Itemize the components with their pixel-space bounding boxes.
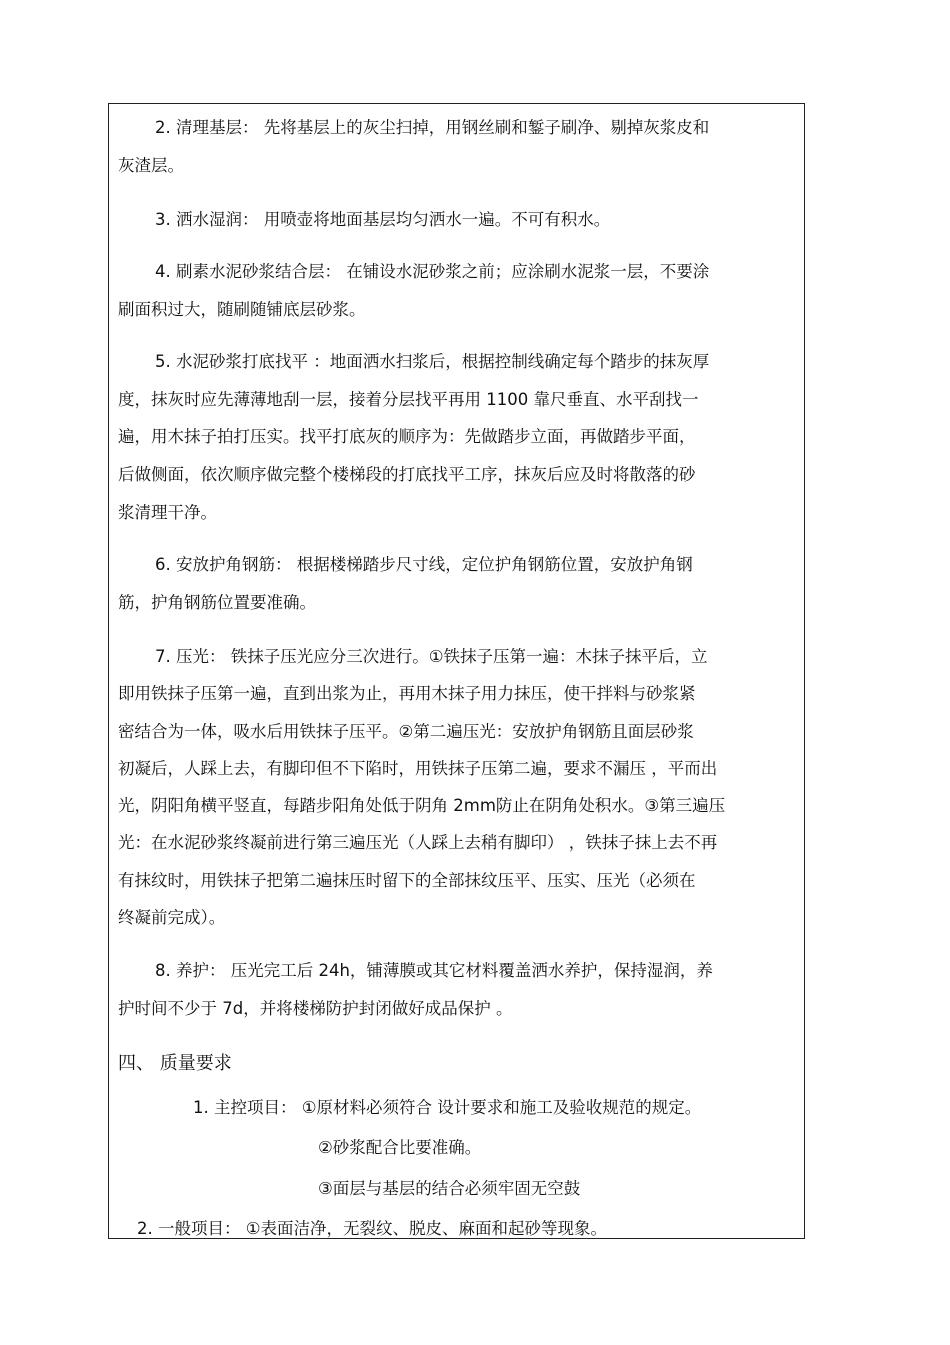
text-line: 6. 安放护角钢筋： 根据楼梯踏步尺寸线，定位护角钢筋位置，安放护角钢 (155, 555, 693, 574)
text-line: 浆清理干净。 (118, 503, 217, 522)
text-line: 3. 洒水湿润： 用喷壶将地面基层均匀洒水一遍。不可有积水。 (155, 210, 611, 229)
general-item-line: 2. 一般项目： ①表面洁净，无裂纹、脱皮、麻面和起砂等现象。 (137, 1219, 608, 1238)
text-line: 灰渣层。 (118, 156, 184, 175)
text-line: 度，抹灰时应先薄薄地刮一层，接着分层找平再用 1100 靠尺垂直、水平刮找一 (118, 390, 699, 409)
text-line: 刷面积过大，随刷随铺底层砂浆。 (118, 300, 366, 319)
text-line: 护时间不少于 7d，并将楼梯防护封闭做好成品保护 。 (118, 999, 513, 1018)
text-line: 筋，护角钢筋位置要准确。 (118, 593, 316, 612)
text-line: 有抹纹时，用铁抹子把第二遍抹压时留下的全部抹纹压平、压实、压光（必须在 (118, 871, 696, 890)
text-line: 后做侧面，依次顺序做完整个楼梯段的打底找平工序，抹灰后应及时将散落的砂 (118, 465, 696, 484)
text-line: 初凝后，人踩上去，有脚印但不下陷时，用铁抹子压第二遍，要求不漏压 ，平而出 (118, 759, 718, 778)
text-line: 4. 刷素水泥砂浆结合层： 在铺设水泥砂浆之前；应涂刷水泥浆一层，不要涂 (155, 262, 710, 281)
text-line: 8. 养护： 压光完工后 24h，铺薄膜或其它材料覆盖洒水养护，保持湿润，养 (155, 961, 713, 980)
main-control-line: ②砂浆配合比要准确。 (318, 1138, 482, 1157)
text-line: 5. 水泥砂浆打底找平 ：地面洒水扫浆后，根据控制线确定每个踏步的抹灰厚 (155, 352, 710, 371)
section-heading: 四、 质量要求 (118, 1053, 232, 1074)
text-line: 密结合为一体，吸水后用铁抹子压平。②第二遍压光：安放护角钢筋且面层砂浆 (118, 722, 694, 741)
text-line: 7. 压光： 铁抹子压光应分三次进行。①铁抹子压第一遍：木抹子抹平后，立 (155, 647, 708, 666)
text-line: 终凝前完成）。 (118, 908, 226, 927)
main-control-line: 1. 主控项目： ①原材料必须符合 设计要求和施工及验收规范的规定。 (193, 1098, 702, 1117)
text-line: 即用铁抹子压第一遍，直到出浆为止，再用木抹子用力抹压，使干拌料与砂浆紧 (118, 684, 696, 703)
text-line: 光：在水泥砂浆终凝前进行第三遍压光（人踩上去稍有脚印） ，铁抹子抹上去不再 (118, 833, 718, 852)
main-control-line: ③面层与基层的结合必须牢固无空鼓 (318, 1179, 581, 1198)
text-line: 2. 清理基层： 先将基层上的灰尘扫掉，用钢丝刷和錾子刷净、剔掉灰浆皮和 (155, 118, 710, 137)
text-line: 光，阴阳角横平竖直，每踏步阳角处低于阴角 2mm防止在阴角处积水。③第三遍压 (118, 796, 726, 815)
text-line: 遍，用木抹子拍打压实。找平打底灰的顺序为：先做踏步立面，再做踏步平面， (118, 427, 696, 446)
